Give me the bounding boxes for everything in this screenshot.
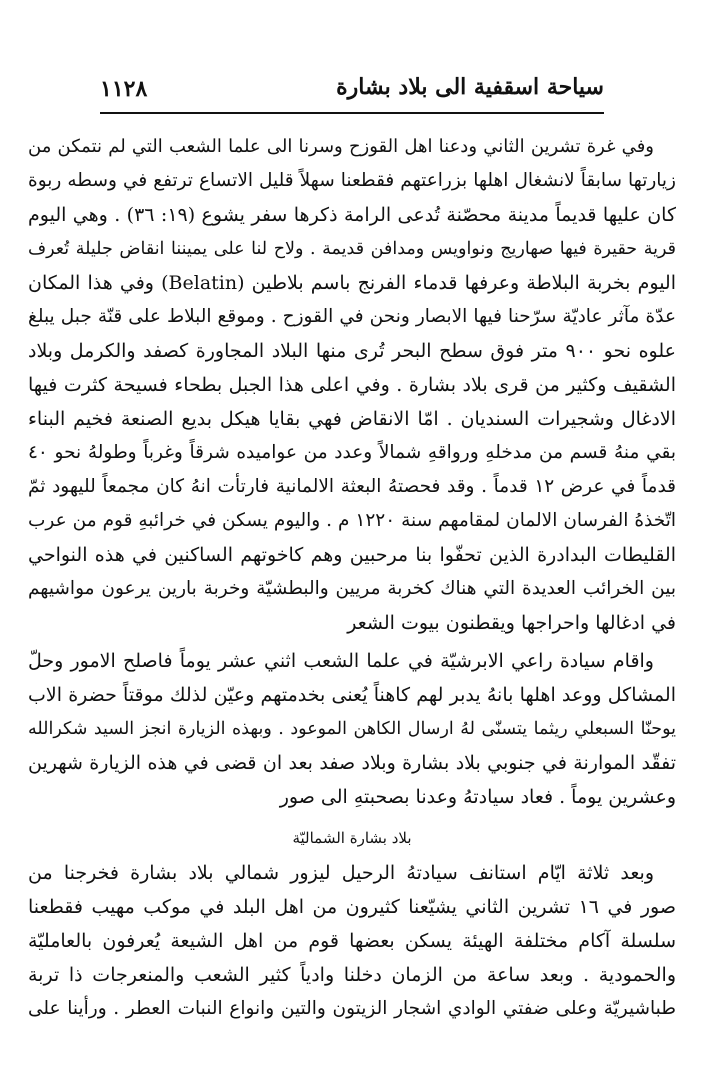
text-line: كان عليها قديماً مدينة محصّنة تُدعى الرامة ذكرها سفر يشوع (١٩: ٣٦) . وهي اليوم bbox=[28, 204, 676, 226]
running-title: سياحة اسقفية الى بلاد بشارة bbox=[336, 74, 604, 100]
text-line: تفقّد الموارنة في جنوبي بلاد بشارة وبلاد صفد بعد ان قضى في هذه الزيارة شهرين bbox=[28, 752, 676, 774]
text-line: علوه نحو ٩٠٠ متر فوق سطح البحر تُرى منها البلاد المجاورة كصفد والكرمل وبلاد bbox=[28, 340, 676, 362]
text-line: المشاكل ووعد اهلها بانهُ يدبر لهم كاهناً يُعنى بخدمتهم وعيّن لذلك موقتاً حضرة الاب bbox=[28, 684, 676, 706]
text-line: سلسلة آكام مختلفة الهيئة يسكن بعضها قوم من اهل الشيعة يُعرفون بالعامليّة bbox=[28, 930, 676, 952]
text-line: الشقيف وكثير من قرى بلاد بشارة . وفي اعلى هذا الجبل بطحاء فسيحة كثرت فيها bbox=[28, 374, 676, 396]
text-line: القليطات البدادرة الذين تحفّوا بنا مرحبين وهم كاخوتهم الساكنين في هذه النواحي bbox=[28, 544, 676, 566]
text-line: بقي منهُ قسم من مدخلهِ ورواقهِ شمالاً وعدد من عواميده شرقاً وغرباً وطولهُ نحو ٤٠ bbox=[28, 442, 676, 463]
text-line: اتّخذهُ الفرسان الالمان لمقامهم سنة ١٢٢٠ م . واليوم يسكن في خرائبهِ قوم من عرب bbox=[28, 510, 676, 531]
text-line: يوحنّا السبعلي ريثما يتسنّى لهُ ارسال الكاهن الموعود . وبهذه الزيارة انجز السيد شكرالله bbox=[28, 719, 676, 739]
text-line: عدّة مآثر عاديّة سرّحنا فيها الابصار ونحن في القوزح . وموقع البلاط على قنّة جبل يبلغ bbox=[28, 306, 676, 327]
text-line: في ادغالها واحراجها ويقطنون بيوت الشعر bbox=[347, 612, 676, 634]
text-line: وعشرين يوماً . فعاد سيادتهُ وعدنا بصحبتهِ الى صور bbox=[279, 786, 676, 808]
text-line: طباشيريّة وعلى ضفتي الوادي اشجار الزيتون والتين وانواع النبات العطر . ورأينا على bbox=[28, 998, 676, 1019]
text-line: واقام سيادة راعي الابرشيّة في علما الشعب اثني عشر يوماً فاصلح الامور وحلّ bbox=[28, 650, 654, 672]
text-line: قدماً في عرض ١٢ قدماً . وقد فحصتهُ البعثة الالمانية فارتأت انهُ كان مجمعاً لليهود ثمّ bbox=[28, 476, 676, 497]
page-number: ١١٢٨ bbox=[100, 76, 148, 102]
text-line: بين الخرائب العديدة التي هناك كخربة مريين والبطشيّة وخربة بارين يرعون مواشيهم bbox=[28, 578, 676, 599]
text-line: زيارتها سابقاً لانشغال اهلها بزراعتهم فقطعنا سهلاً قليل الاتساع ترتفع في وسطه ربوة bbox=[28, 170, 676, 191]
section-heading: بلاد بشارة الشماليّة bbox=[292, 829, 412, 847]
text-line: قرية حقيرة فيها صهاريج ونواويس ومدافن قديمة . ولاح لنا على يميننا انقاض جليلة تُعرف bbox=[28, 239, 676, 259]
text-line: الادغال وشجيرات السنديان . امّا الانقاض فهي بقايا هيكل بديع الصنعة فخيم البناء bbox=[28, 408, 676, 430]
page-header bbox=[100, 66, 604, 114]
text-line: وبعد ثلاثة ايّام استانف سيادتهُ الرحيل ليزور شمالي بلاد بشارة فخرجنا من bbox=[28, 862, 654, 884]
text-line: اليوم بخربة البلاطة وعرفها قدماء الفرنج باسم بلاطين (Belatin) وفي هذا المكان bbox=[28, 272, 676, 294]
text-line: صور في ١٦ تشرين الثاني يشيّعنا كثيرون من اهل البلد في موكب مهيب فقطعنا bbox=[28, 896, 676, 918]
text-line: وفي غرة تشرين الثاني ودعنا اهل القوزح وسرنا الى علما الشعب التي لم نتمكن من bbox=[28, 136, 654, 157]
text-line: والحمودية . وبعد ساعة من الزمان دخلنا وادياً كثير الشعب والمنعرجات ذا تربة bbox=[28, 964, 676, 986]
